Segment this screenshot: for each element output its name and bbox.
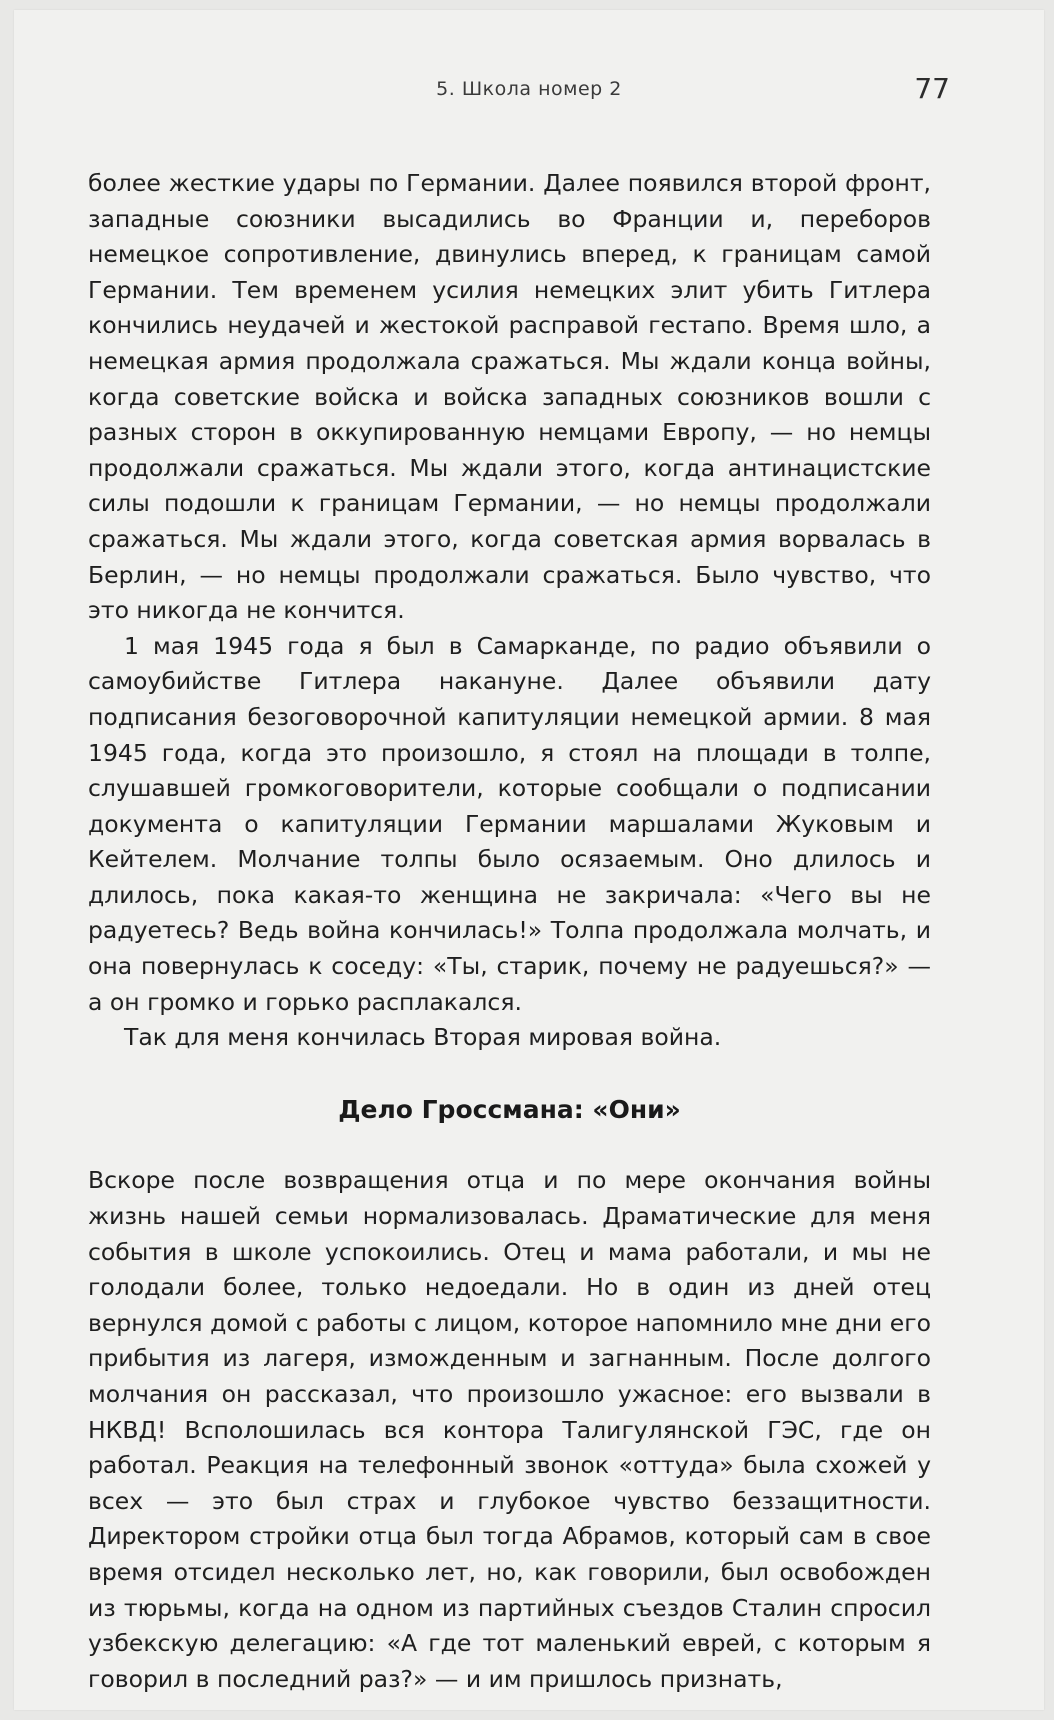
paragraph: более жесткие удары по Германии. Далее появился второй фронт, западные союзники высадились во Франции и, переборов немецкое сопротивление, двинулись вперед, к границам самой Германии. Тем временем усилия немецких элит убить Гитлера кончились неудачей и жестокой расправой гестапо. Время шло, а немецкая армия продолжала сражаться. Мы ждали конца войны, когда советские войска и войска западных союзников вошли с разных сторон в оккупированную немцами Европу, — но немцы продолжали сражаться. Мы ждали этого, когда антинацистские силы подошли к границам Германии, — но немцы продолжали сражаться. Мы ждали этого, когда советская армия ворвалась в Берлин, — но немцы продолжали сражаться. Было чувство, что это никогда не кончится.	[88, 169, 931, 625]
page-header	[14, 72, 1044, 112]
paragraph: Вскоре после возвращения отца и по мере окончания войны жизнь нашей семьи нормализовалась. Драматические для меня события в школе успокоились. Отец и мама работали, и мы не голодали более, только недоедали. Но в один из дней отец вернулся домой с работы с лицом, которое напомнило мне дни его прибытия из лагеря, изможденным и загнанным. После долгого молчания он рассказал, что произошло ужасное: его вызвали в НКВД! Всполошилась вся контора Талигулянской ГЭС, где он работал. Реакция на телефонный звонок «оттуда» была схожей у всех — это был страх и глубокое чувство беззащитности. Директором стройки отца был тогда Абрамов, который сам в свое время отсидел несколько лет, но, как говорили, был освобожден из тюрьмы, когда на одном из партийных съездов Сталин спросил узбекскую делегацию: «А где тот маленький еврей, с которым я говорил в последний раз?» — и им пришлось признать,	[88, 1166, 931, 1693]
paragraph: Так для меня кончилась Вторая мировая война.	[124, 1023, 722, 1052]
paragraph: 1 мая 1945 года я был в Самарканде, по радио объявили о самоубийстве Гитлера накануне. Далее объявили дату подписания безоговорочной капитуляции немецкой армии. 8 мая 1945 года, когда это произошло, я стоял на площади в толпе, слушавшей громкоговорители, которые сообщали о подписании документа о капитуляции Германии маршалами Жуковым и Кейтелем. Молчание толпы было осязаемым. Оно длилось и длилось, пока какая-то женщина не закричала: «Чего вы не радуетесь? Ведь война кончилась!» Толпа продолжала молчать, и она повернулась к соседу: «Ты, старик, почему не радуешься?» — а он громко и горько расплакался.	[88, 631, 931, 1016]
running-title: 5. Школа номер 2	[436, 78, 622, 100]
book-page	[14, 10, 1044, 1710]
body-text	[88, 166, 931, 1697]
page-number: 77	[914, 72, 950, 105]
section-heading: Дело Гроссмана: «Они»	[338, 1094, 681, 1124]
